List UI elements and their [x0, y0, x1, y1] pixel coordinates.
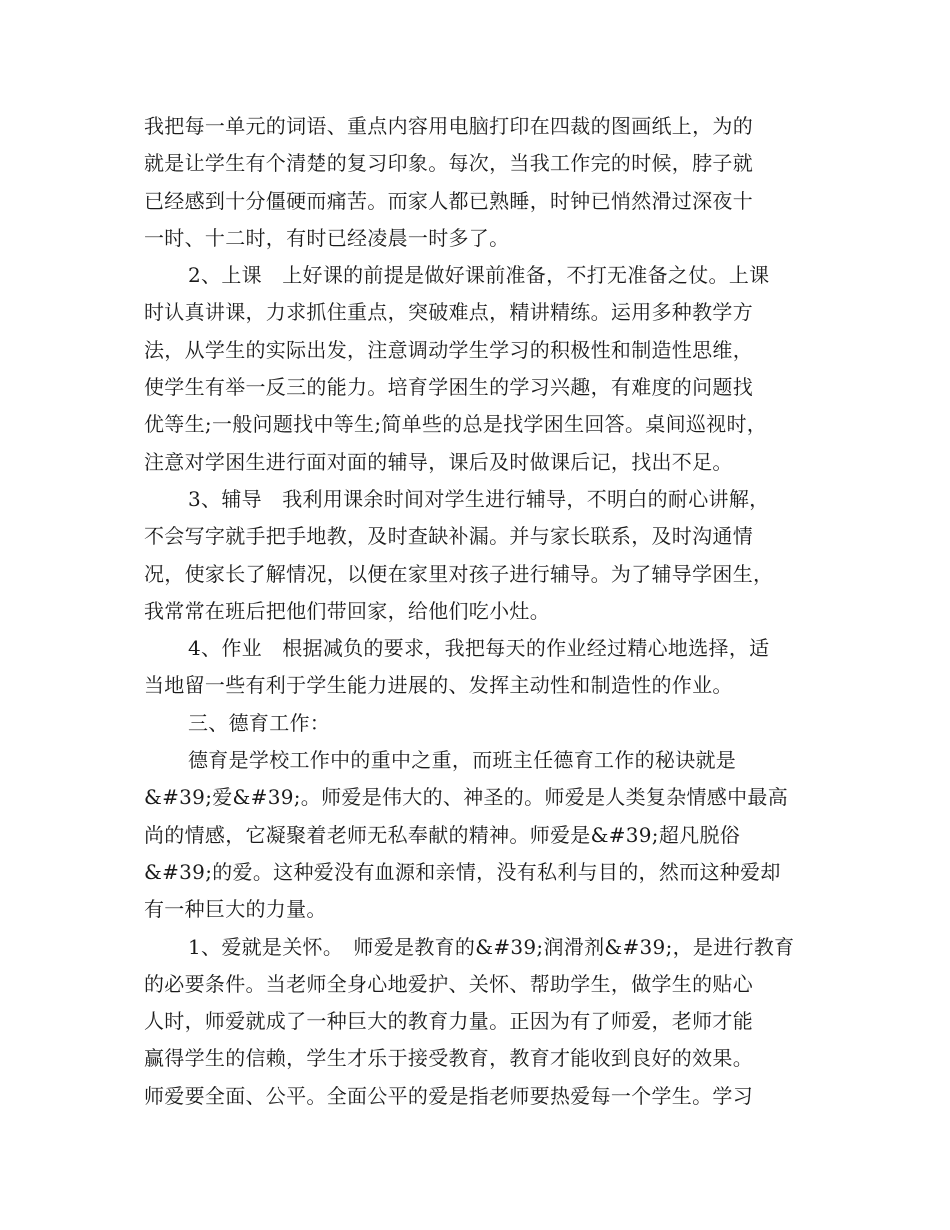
text-line: 一时、十二时，有时已经凌晨一时多了。: [144, 225, 510, 250]
text-line: &#39;爱&#39;。师爱是伟大的、神圣的。师爱是人类复杂情感中最高: [144, 785, 788, 810]
text-line: 的必要条件。当老师全身心地爱护、关怀、帮助学生，做学生的贴心: [144, 971, 753, 996]
text-line: 赢得学生的信赖，学生才乐于接受教育，教育才能收到良好的效果。: [144, 1046, 753, 1071]
text-line: 尚的情感，它凝聚着老师无私奉献的精神。师爱是&#39;超凡脱俗: [144, 822, 741, 847]
text-line: &#39;的爱。这种爱没有血源和亲情，没有私利与目的，然而这种爱却: [144, 859, 781, 884]
text-line: 况，使家长了解情况，以便在家里对孩子进行辅导。为了辅导学困生，: [144, 561, 774, 586]
text-line: 3、辅导 我利用课余时间对学生进行辅导，不明白的耐心讲解，: [188, 486, 770, 511]
text-line: 注意对学困生进行面对面的辅导，课后及时做课后记，找出不足。: [144, 449, 733, 474]
text-line: 就是让学生有个清楚的复习印象。每次，当我工作完的时候，脖子就: [144, 151, 753, 176]
text-line: 2、上课 上好课的前提是做好课前准备，不打无准备之仗。上课: [188, 263, 770, 288]
text-line: 我把每一单元的词语、重点内容用电脑打印在四裁的图画纸上，为的: [144, 114, 753, 138]
text-line: 优等生;一般问题找中等生;简单些的总是找学困生回答。桌间巡视时，: [144, 412, 768, 437]
text-line: 使学生有举一反三的能力。培育学困生的学习兴趣，有难度的问题找: [144, 375, 753, 400]
text-line: 我常常在班后把他们带回家，给他们吃小灶。: [144, 598, 550, 623]
text-line: 三、德育工作：: [188, 710, 331, 735]
text-line: 已经感到十分僵硬而痛苦。而家人都已熟睡，时钟已悄然滑过深夜十: [144, 188, 753, 213]
text-line: 人时，师爱就成了一种巨大的教育力量。正因为有了师爱，老师才能: [144, 1009, 753, 1034]
text-line: 德育是学校工作中的重中之重，而班主任德育工作的秘诀就是: [188, 748, 737, 773]
text-line: 有一种巨大的力量。: [144, 897, 327, 922]
text-line: 当地留一些有利于学生能力进展的、发挥主动性和制造性的作业。: [144, 673, 733, 698]
text-line: 时认真讲课，力求抓住重点，突破难点，精讲精练。运用多种教学方: [144, 300, 753, 325]
text-line: 师爱要全面、公平。全面公平的爱是指老师要热爱每一个学生。学习: [144, 1083, 753, 1108]
text-line: 不会写字就手把手地教，及时查缺补漏。并与家长联系，及时沟通情: [144, 524, 753, 549]
text-line: 4、作业 根据减负的要求，我把每天的作业经过精心地选择，适: [188, 636, 770, 661]
body-text: [144, 108, 814, 1115]
text-line: 1、爱就是关怀。 师爱是教育的&#39;润滑剂&#39;，是进行教育: [188, 934, 795, 959]
text-line: 法，从学生的实际出发，注意调动学生学习的积极性和制造性思维，: [144, 337, 753, 362]
